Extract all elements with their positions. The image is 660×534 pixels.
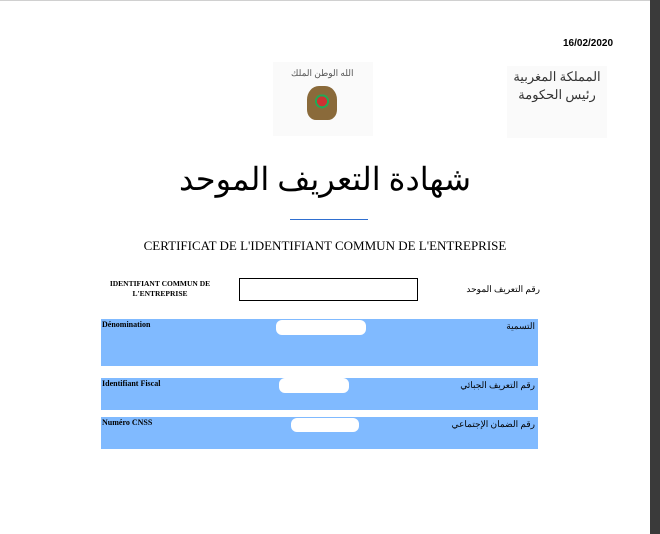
- redacted-value: [279, 378, 349, 393]
- denomination-label-ar: التسمية: [506, 321, 535, 331]
- motto: الله الوطن الملك: [291, 68, 354, 78]
- redacted-value: [276, 320, 366, 335]
- ice-label-ar: رقم التعريف الموحد: [466, 284, 540, 294]
- ice-label-fr: IDENTIFIANT COMMUN DE L'ENTREPRISE: [109, 279, 211, 298]
- fiscal-label-ar: رقم التعريف الجبائي: [460, 380, 535, 390]
- page-border: [0, 0, 660, 1]
- scrollbar[interactable]: [650, 0, 660, 534]
- cnss-label-fr: Numéro CNSS: [102, 418, 153, 427]
- issue-date: 16/02/2020: [563, 38, 614, 49]
- fiscal-label-fr: Identifiant Fiscal: [102, 379, 161, 388]
- ice-value-box: [239, 278, 418, 301]
- kingdom-name: المملكة المغربية: [513, 69, 601, 84]
- title-arabic: شهادة التعريف الموحد: [179, 161, 471, 197]
- redacted-value: [291, 418, 359, 432]
- fiscal-row: [101, 378, 538, 410]
- divider: [290, 219, 368, 220]
- cnss-label-ar: رقم الضمان الإجتماعي: [451, 419, 535, 429]
- royal-emblem: [273, 62, 373, 136]
- office-name: رئيس الحكومة: [518, 87, 596, 102]
- kingdom-header: [507, 66, 607, 138]
- coat-of-arms-icon: [307, 86, 337, 120]
- denomination-row: [101, 319, 538, 366]
- denomination-label-fr: Dénomination: [102, 320, 151, 329]
- title-french: CERTIFICAT DE L'IDENTIFIANT COMMUN DE L'ENTREPRISE: [143, 238, 507, 253]
- cnss-row: [101, 417, 538, 449]
